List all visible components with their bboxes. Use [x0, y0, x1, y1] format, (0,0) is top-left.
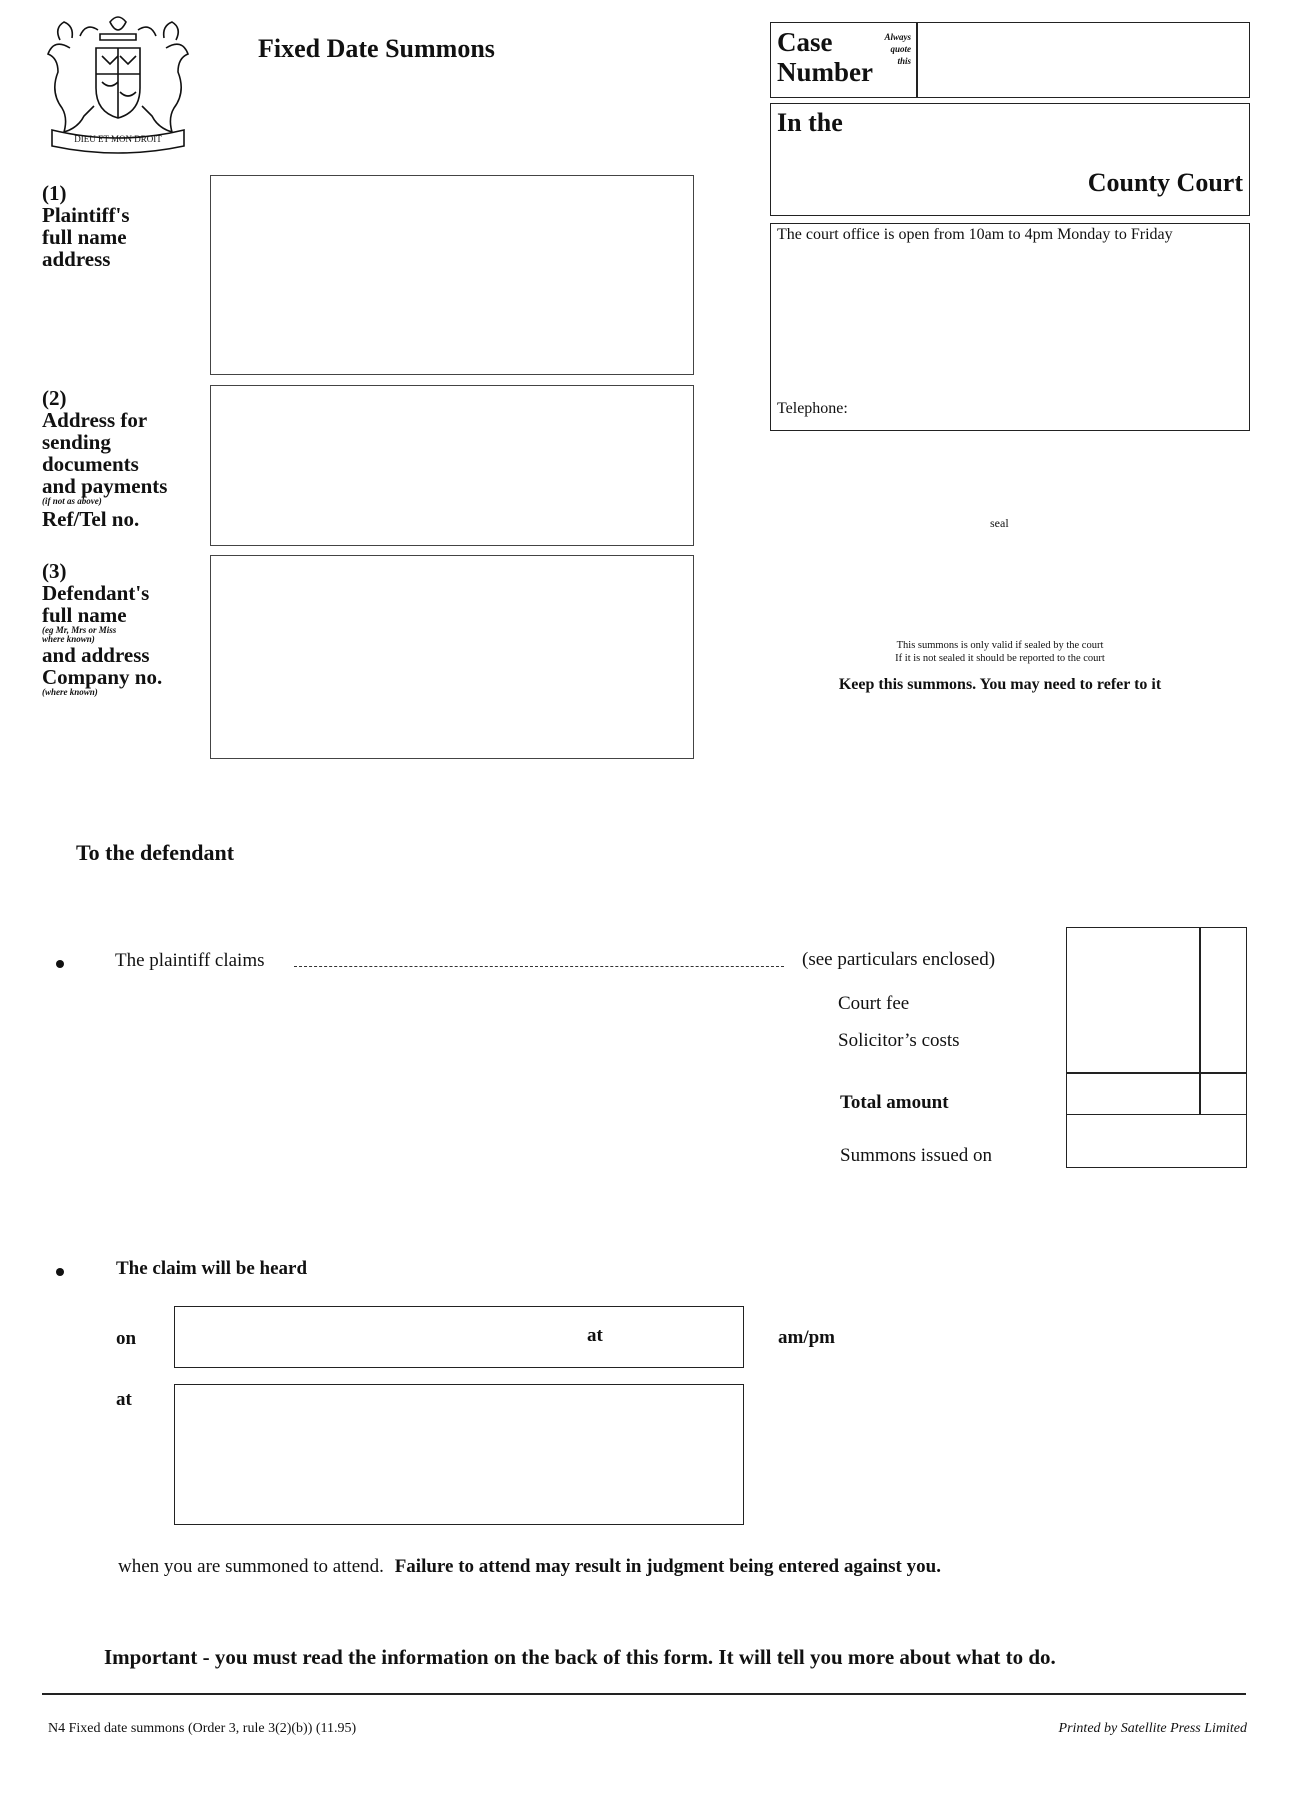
attend-part2: Failure to attend may result in judgment being entered against you.	[394, 1556, 941, 1577]
case-number-divider	[916, 23, 918, 97]
quote-note: quote	[890, 44, 911, 54]
plaintiff-number: (1)	[42, 181, 67, 205]
svg-text:DIEU ET MON DROIT: DIEU ET MON DROIT	[74, 134, 162, 144]
telephone-label: Telephone:	[777, 400, 848, 417]
address-label-line4: and payments	[42, 474, 168, 498]
plaintiff-label	[42, 182, 130, 270]
address-for-documents-label	[42, 387, 167, 530]
county-court-label: County Court	[1087, 168, 1243, 197]
plaintiff-label-line3: address	[42, 247, 111, 271]
address-number: (2)	[42, 386, 67, 410]
if-not-as-above-note: (if not as above)	[42, 496, 102, 506]
company-where-known-note: (where known)	[42, 687, 98, 697]
to-defendant-heading: To the defendant	[76, 840, 235, 865]
address-label-line1: Address for	[42, 408, 148, 432]
plaintiff-label-line1: Plaintiff's	[42, 203, 130, 227]
address-label-line3: documents	[42, 452, 139, 476]
form-reference: N4 Fixed date summons (Order 3, rule 3(2)(b)) (11.95)	[48, 1721, 357, 1736]
defendant-label-line2: full name	[42, 603, 127, 627]
address-for-documents-field[interactable]	[210, 385, 694, 546]
court-office-box	[770, 223, 1250, 431]
attend-part1: when you are summoned to attend.	[118, 1556, 384, 1577]
solicitors-costs-label: Solicitor’s costs	[838, 1030, 960, 1051]
defendant-name-address-field[interactable]	[210, 555, 694, 759]
eg-mr-mrs-note: (eg Mr, Mrs or Miss	[42, 625, 117, 635]
footer-rule	[42, 1693, 1246, 1695]
case-number-box	[770, 22, 1250, 98]
amounts-box[interactable]	[1066, 927, 1247, 1115]
pence-divider	[1199, 928, 1201, 1114]
defendant-number: (3)	[42, 559, 67, 583]
attend-warning	[118, 1556, 941, 1578]
plaintiff-name-address-field[interactable]	[210, 175, 694, 375]
printer-credit: Printed by Satellite Press Limited	[1058, 1721, 1247, 1736]
in-the-label: In the	[777, 108, 843, 137]
office-hours-text: The court office is open from 10am to 4pm Monday to Friday	[777, 226, 1173, 243]
at-place-label: at	[116, 1389, 132, 1410]
bullet-claims	[56, 960, 64, 968]
defendant-label	[42, 560, 162, 697]
defendant-label-line3: and address	[42, 643, 150, 667]
summons-issued-on-label: Summons issued on	[840, 1145, 993, 1166]
claims-line[interactable]	[294, 966, 784, 967]
keep-summons-notice: Keep this summons. You may need to refer to it	[838, 676, 1162, 693]
seal-label: seal	[990, 516, 1009, 530]
on-label: on	[116, 1328, 137, 1349]
ref-tel-label: Ref/Tel no.	[42, 507, 140, 531]
court-fee-label: Court fee	[838, 993, 910, 1014]
case-label-line1: Case	[777, 27, 833, 57]
royal-coat-of-arms-logo	[40, 8, 196, 156]
form-title: Fixed Date Summons	[258, 34, 495, 63]
court-name-box	[770, 103, 1250, 216]
where-known-note: where known)	[42, 634, 95, 644]
total-divider	[1067, 1072, 1246, 1074]
summons-issued-on-field[interactable]	[1066, 1114, 1247, 1168]
address-label-line2: sending	[42, 430, 111, 454]
case-label-line2: Number	[777, 57, 873, 87]
hearing-date-time-field[interactable]	[174, 1306, 744, 1368]
hearing-location-field[interactable]	[174, 1384, 744, 1525]
see-particulars-text: (see particulars enclosed)	[802, 949, 996, 970]
ampm-label: am/pm	[778, 1327, 835, 1348]
defendant-label-line1: Defendant's	[42, 581, 150, 605]
seal-validity-line1: This summons is only valid if sealed by the court	[896, 640, 1104, 651]
total-amount-label: Total amount	[840, 1092, 949, 1113]
always-note: Always	[884, 32, 911, 42]
important-notice: Important - you must read the information on the back of this form. It will tell you more about what to do.	[104, 1645, 1056, 1669]
bullet-hearing	[56, 1268, 64, 1276]
this-note: this	[897, 56, 911, 66]
company-no-label: Company no.	[42, 665, 163, 689]
plaintiff-claims-text: The plaintiff claims	[115, 950, 265, 971]
plaintiff-label-line2: full name	[42, 225, 127, 249]
at-time-label: at	[587, 1325, 603, 1346]
claim-heard-heading: The claim will be heard	[116, 1258, 308, 1279]
case-number-field[interactable]	[921, 29, 1241, 89]
seal-validity-line2: If it is not sealed it should be reported to the court	[895, 653, 1105, 664]
